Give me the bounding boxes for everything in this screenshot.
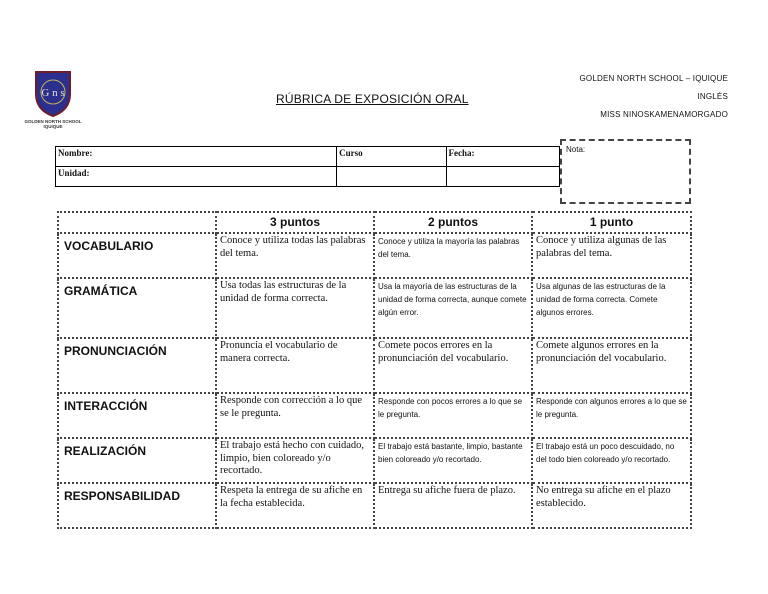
curso-field[interactable]: Curso: [337, 147, 446, 167]
criterion-label: INTERACCIÓN: [58, 393, 216, 438]
descriptor-2: Entrega su afiche fuera de plazo.: [374, 483, 532, 528]
criterion-label: VOCABULARIO: [58, 233, 216, 278]
criterion-label: RESPONSABILIDAD: [58, 483, 216, 528]
nota-label: Nota:: [566, 145, 586, 154]
descriptor-2: El trabajo está bastante, limpio, bastante bien coloreado y/o recortado.: [374, 438, 532, 483]
subject-name: INGLÉS: [697, 92, 728, 101]
descriptor-3: El trabajo está hecho con cuidado, limpio, bien coloreado y/o recortado.: [216, 438, 374, 483]
descriptor-2: Responde con pocos errores a lo que se le pregunta.: [374, 393, 532, 438]
rubric-row-responsabilidad: [58, 483, 691, 528]
teacher-name: MISS NINOSKAMENAMORGADO: [600, 110, 728, 119]
school-name: GOLDEN NORTH SCHOOL – IQUIQUE: [579, 74, 728, 83]
logo-caption: [22, 119, 84, 129]
fecha-value-cell[interactable]: [446, 167, 559, 187]
descriptor-1: Responde con algunos errores a lo que se le pregunta.: [532, 393, 691, 438]
header-1-punto: 1 punto: [532, 212, 691, 233]
descriptor-3: Usa todas las estructuras de la unidad de forma correcta.: [216, 278, 374, 338]
rubric-row-interaccion: [58, 393, 691, 438]
student-info-table: [55, 146, 560, 187]
descriptor-2: Usa la mayoría de las estructuras de la unidad de forma correcta, aunque comete algún error.: [374, 278, 532, 338]
descriptor-2: Conoce y utiliza la mayoría las palabras del tema.: [374, 233, 532, 278]
header-criterion: [58, 212, 216, 233]
descriptor-3: Pronuncia el vocabulario de manera correcta.: [216, 338, 374, 393]
logo-letters: G n s: [41, 87, 65, 99]
descriptor-2: Comete pocos errores en la pronunciación del vocabulario.: [374, 338, 532, 393]
rubric-header-row: [58, 212, 691, 233]
rubric-row-vocabulario: [58, 233, 691, 278]
criterion-label: GRAMÁTICA: [58, 278, 216, 338]
descriptor-1: Comete algunos errores en la pronunciación del vocabulario.: [532, 338, 691, 393]
unidad-field[interactable]: Unidad:: [56, 167, 337, 187]
page-title: RÚBRICA DE EXPOSICIÓN ORAL: [276, 92, 469, 106]
logo-caption-line1: GOLDEN NORTH SCHOOL: [24, 119, 82, 124]
criterion-label: PRONUNCIACIÓN: [58, 338, 216, 393]
rubric-table: [57, 211, 692, 529]
rubric-row-pronunciacion: [58, 338, 691, 393]
header-2-puntos: 2 puntos: [374, 212, 532, 233]
criterion-label: REALIZACIÓN: [58, 438, 216, 483]
descriptor-1: No entrega su afiche en el plazo establecido.: [532, 483, 691, 528]
school-crest-icon: [32, 68, 74, 118]
school-logo: [22, 68, 84, 134]
fecha-field[interactable]: Fecha:: [446, 147, 559, 167]
descriptor-3: Respeta la entrega de su afiche en la fecha establecida.: [216, 483, 374, 528]
nombre-field[interactable]: Nombre:: [56, 147, 337, 167]
rubric-row-gramatica: [58, 278, 691, 338]
school-info: [580, 70, 729, 124]
descriptor-1: Usa algunas de las estructuras de la unidad de forma correcta. Comete algunos errores.: [532, 278, 691, 338]
logo-caption-line2: IQUIQUE: [43, 124, 63, 129]
descriptor-1: Conoce y utiliza algunas de las palabras del tema.: [532, 233, 691, 278]
descriptor-3: Conoce y utiliza todas las palabras del tema.: [216, 233, 374, 278]
descriptor-1: El trabajo está un poco descuidado, no del todo bien coloreado y/o recortado.: [532, 438, 691, 483]
curso-value-cell[interactable]: [337, 167, 446, 187]
header-3-puntos: 3 puntos: [216, 212, 374, 233]
descriptor-3: Responde con corrección a lo que se le pregunta.: [216, 393, 374, 438]
rubric-row-realizacion: [58, 438, 691, 483]
